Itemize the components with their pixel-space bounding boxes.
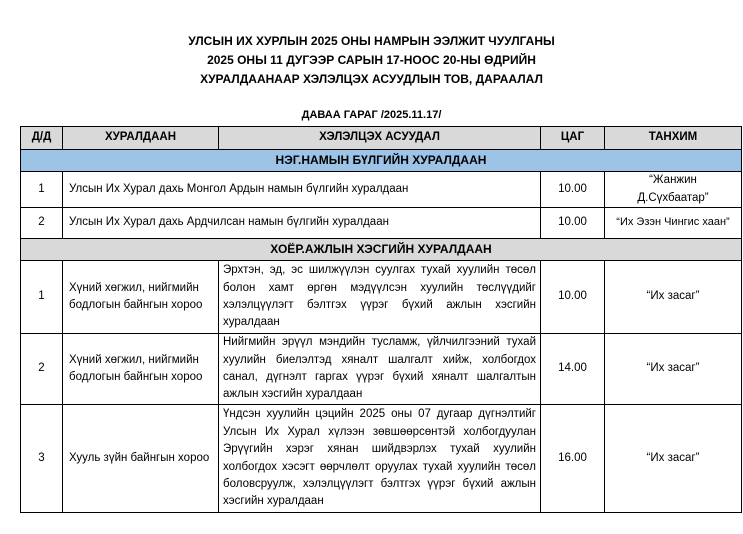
header-line-1: УЛСЫН ИХ ХУРЛЫН 2025 ОНЫ НАМРЫН ЭЭЛЖИТ ЧУУЛГАНЫ <box>188 34 555 48</box>
session-room: “Их засаг” <box>605 334 742 405</box>
column-header-room: ТАНХИМ <box>605 127 742 150</box>
session-name: Хүний хөгжил, нийгмийн бодлогын байнгын хороо <box>63 334 219 405</box>
column-header-session: ХУРАЛДААН <box>63 127 219 150</box>
session-time: 10.00 <box>541 261 605 334</box>
table-header-row <box>21 127 742 150</box>
session-time: 16.00 <box>541 405 605 513</box>
header-line-3: ХУРАЛДААНААР ХЭЛЭЛЦЭХ АСУУДЛЫН ТОВ, ДАРААЛАЛ <box>200 72 543 86</box>
session-time: 14.00 <box>541 334 605 405</box>
table-row <box>21 261 742 334</box>
column-header-time: ЦАГ <box>541 127 605 150</box>
session-name: Хүний хөгжил, нийгмийн бодлогын байнгын хороо <box>63 261 219 334</box>
column-header-number: Д/Д <box>21 127 63 150</box>
session-name: Улсын Их Хурал дахь Ардчилсан намын бүлгийн хуралдаан <box>63 208 541 239</box>
row-number: 3 <box>21 405 63 513</box>
row-number: 2 <box>21 208 63 239</box>
table-row <box>21 405 742 513</box>
row-number: 2 <box>21 334 63 405</box>
session-name: Улсын Их Хурал дахь Монгол Ардын намын бүлгийн хуралдаан <box>63 172 541 208</box>
session-room: “Их засаг” <box>605 405 742 513</box>
session-room: “Их засаг” <box>605 261 742 334</box>
issue-description: Эрхтэн, эд, эс шилжүүлэн суулгах тухай хуулийн төсөл болон хамт өргөн мэдүүлсэн хуулийн төслүүдийг хэлэлцүүлэгт бэлтгэх үүрэг бүхий ажлын хэсгийн хуралдаан <box>219 261 541 334</box>
agenda-table <box>20 126 742 513</box>
issue-description: Нийгмийн эрүүл мэндийн тусламж, үйлчилгээний тухай хуулийн биелэлтэд хяналт шалгалт хийж, холбогдох санал, дүгнэлт гаргах үүрэг бүхий хяналт шалгалтын ажлын хэсгийн хуралдаан <box>219 334 541 405</box>
session-time: 10.00 <box>541 208 605 239</box>
row-number: 1 <box>21 261 63 334</box>
header-line-2: 2025 ОНЫ 11 ДУГЭЭР САРЫН 17-НООС 20-НЫ ӨДРИЙН <box>207 53 536 67</box>
section-title: НЭГ.НАМЫН БҮЛГИЙН ХУРАЛДААН <box>21 150 742 172</box>
section-row <box>21 239 742 261</box>
session-time: 10.00 <box>541 172 605 208</box>
session-name: Хууль зүйн байнгын хороо <box>63 405 219 513</box>
session-room: “Их Эзэн Чингис хаан” <box>605 208 742 239</box>
table-row <box>21 208 742 239</box>
section-title: ХОЁР.АЖЛЫН ХЭСГИЙН ХУРАЛДААН <box>21 239 742 261</box>
day-heading: ДАВАА ГАРАГ /2025.11.17/ <box>301 109 442 121</box>
issue-description: Үндсэн хуулийн цэцийн 2025 оны 07 дугаар дүгнэлтийг Улсын Их Хурал хүлээн зөвшөөрсөнтэй холбогдуулан Эрүүгийн хэрэг хянан шийдвэрлэх тухай хуулийн холбогдох хэсэгт өөрчлөлт оруулах тухай хуулийн төсөл боловсруулж, хэлэлцүүлэгт бэлтгэх үүрэг бүхий ажлын хэсгийн хуралдаан <box>219 405 541 513</box>
table-row <box>21 334 742 405</box>
column-header-issue: ХЭЛЭЛЦЭХ АСУУДАЛ <box>219 127 541 150</box>
section-row <box>21 150 742 172</box>
table-row <box>21 172 742 208</box>
row-number: 1 <box>21 172 63 208</box>
session-room: “Жанжин Д.Сүхбаатар” <box>605 172 742 208</box>
